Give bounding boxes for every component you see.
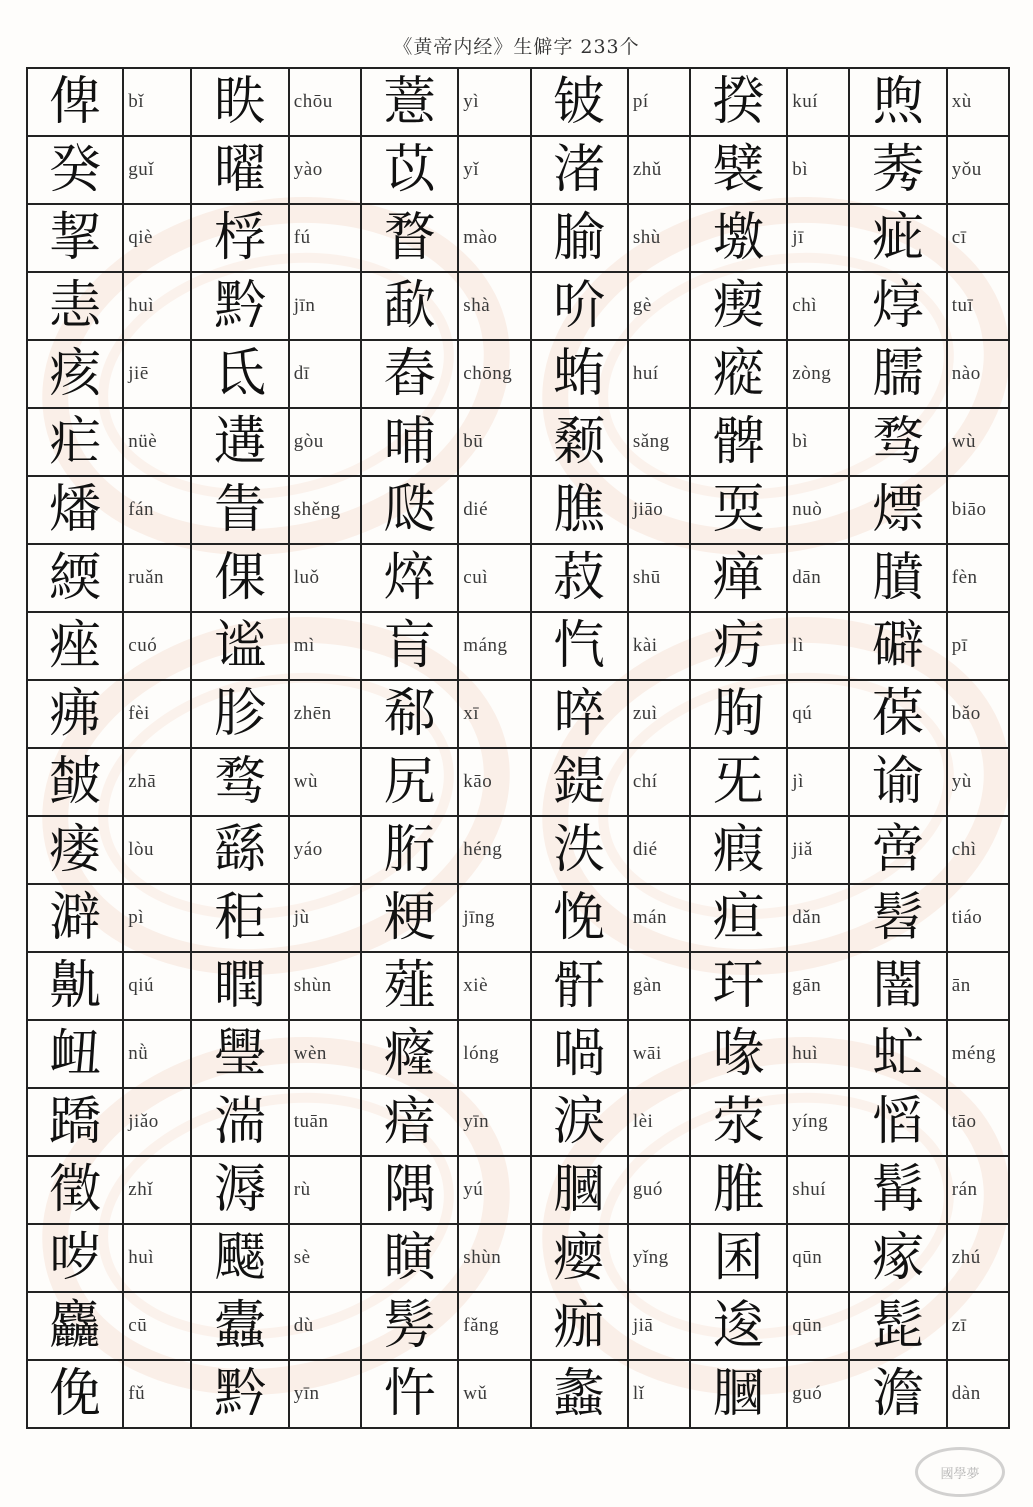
character-cell: 淚 — [531, 1088, 628, 1156]
pinyin-cell: yǐ — [458, 136, 530, 204]
character-table — [26, 67, 1010, 1429]
character-cell: 郗 — [361, 680, 458, 748]
character-cell: 膲 — [531, 476, 628, 544]
character-cell: 舂 — [361, 340, 458, 408]
pinyin-cell: lì — [787, 612, 849, 680]
character-cell: 臑 — [849, 340, 946, 408]
character-cell: 秬 — [191, 884, 288, 952]
pinyin-cell: jiāo — [628, 476, 690, 544]
character-cell: 胻 — [361, 816, 458, 884]
character-cell: 氐 — [191, 340, 288, 408]
pinyin-cell: dù — [289, 1292, 361, 1360]
character-cell: 膕 — [690, 1360, 787, 1428]
character-cell: 荥 — [690, 1088, 787, 1156]
pinyin-cell: chōu — [289, 68, 361, 136]
character-cell: 瘈 — [690, 272, 787, 340]
character-cell: 骛 — [849, 408, 946, 476]
character-cell: 黔 — [191, 1360, 288, 1428]
table-row — [27, 272, 1009, 340]
character-cell: 瘿 — [531, 1224, 628, 1292]
character-cell: 膕 — [531, 1156, 628, 1224]
character-cell: 蠡 — [531, 1360, 628, 1428]
pinyin-cell: fǔ — [123, 1360, 191, 1428]
character-cell: 虻 — [849, 1020, 946, 1088]
pinyin-cell: héng — [458, 816, 530, 884]
character-cell: 苡 — [361, 136, 458, 204]
pinyin-cell: qiú — [123, 952, 191, 1020]
pinyin-cell: mán — [628, 884, 690, 952]
pinyin-cell: gòu — [289, 408, 361, 476]
character-cell: 耎 — [690, 476, 787, 544]
character-cell: 瘲 — [690, 340, 787, 408]
table-row — [27, 340, 1009, 408]
character-cell: 骭 — [531, 952, 628, 1020]
character-cell: 瓞 — [361, 476, 458, 544]
character-cell: 瞚 — [361, 1224, 458, 1292]
table-row — [27, 68, 1009, 136]
pinyin-cell: kuí — [787, 68, 849, 136]
page-title: 《黄帝内经》生僻字 233个 — [393, 36, 640, 58]
pinyin-cell: dān — [787, 544, 849, 612]
pinyin-cell: gān — [787, 952, 849, 1020]
pinyin-cell: bū — [458, 408, 530, 476]
pinyin-cell: chì — [947, 816, 1009, 884]
pinyin-cell: jī — [787, 204, 849, 272]
pinyin-cell: zī — [947, 1292, 1009, 1360]
character-cell: 俛 — [27, 1360, 123, 1428]
pinyin-cell: fǎng — [458, 1292, 530, 1360]
table-row — [27, 204, 1009, 272]
character-cell: 熛 — [849, 476, 946, 544]
character-cell: 疠 — [690, 612, 787, 680]
table-row — [27, 884, 1009, 952]
pinyin-cell: dī — [289, 340, 361, 408]
pinyin-cell: tāo — [947, 1088, 1009, 1156]
character-cell: 疸 — [690, 884, 787, 952]
character-cell: 朐 — [690, 680, 787, 748]
pinyin-cell: yú — [458, 1156, 530, 1224]
pinyin-cell: wù — [947, 408, 1009, 476]
pinyin-cell: shuí — [787, 1156, 849, 1224]
pinyin-cell: chōng — [458, 340, 530, 408]
character-cell: 黔 — [191, 272, 288, 340]
pinyin-cell: nüè — [123, 408, 191, 476]
character-cell: 瘖 — [361, 1088, 458, 1156]
character-cell: 礔 — [849, 612, 946, 680]
pinyin-cell: cī — [947, 204, 1009, 272]
character-cell: 痤 — [27, 612, 123, 680]
character-cell: 桴 — [191, 204, 288, 272]
character-cell: 瘘 — [27, 816, 123, 884]
character-cell: 疟 — [27, 408, 123, 476]
pinyin-cell: jiǎ — [787, 816, 849, 884]
pinyin-cell: tuān — [289, 1088, 361, 1156]
pinyin-cell: kài — [628, 612, 690, 680]
table-row — [27, 680, 1009, 748]
table-row — [27, 952, 1009, 1020]
pinyin-cell: wāi — [628, 1020, 690, 1088]
pinyin-cell: gè — [628, 272, 690, 340]
character-cell: 溽 — [191, 1156, 288, 1224]
pinyin-cell: cuó — [123, 612, 191, 680]
table-row — [27, 748, 1009, 816]
pinyin-cell: zhā — [123, 748, 191, 816]
character-cell: 啻 — [849, 816, 946, 884]
pinyin-cell: cū — [123, 1292, 191, 1360]
pinyin-cell: sǎng — [628, 408, 690, 476]
character-cell: 葆 — [849, 680, 946, 748]
character-cell: 鼽 — [27, 952, 123, 1020]
pinyin-cell: wèn — [289, 1020, 361, 1088]
table-row — [27, 1292, 1009, 1360]
pinyin-cell: yì — [458, 68, 530, 136]
character-cell: 飋 — [191, 1224, 288, 1292]
pinyin-cell: jīng — [458, 884, 530, 952]
pinyin-cell: jiā — [628, 1292, 690, 1360]
table-row — [27, 816, 1009, 884]
character-cell: 膹 — [849, 544, 946, 612]
character-cell: 俾 — [27, 68, 123, 136]
pinyin-cell: zhú — [947, 1224, 1009, 1292]
character-cell: 骛 — [191, 748, 288, 816]
pinyin-cell: jì — [787, 748, 849, 816]
pinyin-cell: fèn — [947, 544, 1009, 612]
table-row — [27, 136, 1009, 204]
character-cell: 蛕 — [531, 340, 628, 408]
pinyin-cell: yīn — [289, 1360, 361, 1428]
pinyin-cell: jiē — [123, 340, 191, 408]
pinyin-cell: xī — [458, 680, 530, 748]
pinyin-cell: shùn — [289, 952, 361, 1020]
pinyin-cell: huì — [123, 1224, 191, 1292]
character-cell: 谕 — [849, 748, 946, 816]
character-cell: 薏 — [361, 68, 458, 136]
pinyin-cell: mào — [458, 204, 530, 272]
pinyin-cell: qiè — [123, 204, 191, 272]
pinyin-cell: huì — [123, 272, 191, 340]
pinyin-cell: yíng — [787, 1088, 849, 1156]
character-cell: 脽 — [690, 1156, 787, 1224]
pinyin-cell: bì — [787, 136, 849, 204]
character-cell: 忾 — [531, 612, 628, 680]
character-cell: 菽 — [531, 544, 628, 612]
character-cell: 铍 — [531, 68, 628, 136]
pinyin-cell: fú — [289, 204, 361, 272]
character-cell: 蠹 — [191, 1292, 288, 1360]
character-cell: 泆 — [531, 816, 628, 884]
pinyin-cell: zhǔ — [628, 136, 690, 204]
character-cell: 鍉 — [531, 748, 628, 816]
pinyin-cell: chí — [628, 748, 690, 816]
pinyin-cell: shěng — [289, 476, 361, 544]
character-cell: 蹻 — [27, 1088, 123, 1156]
character-cell: 澼 — [27, 884, 123, 952]
character-cell: 哕 — [27, 1224, 123, 1292]
character-cell: 胗 — [191, 680, 288, 748]
character-cell: 肓 — [361, 612, 458, 680]
pinyin-cell: shà — [458, 272, 530, 340]
character-cell: 挈 — [27, 204, 123, 272]
pinyin-cell: pì — [123, 884, 191, 952]
pinyin-cell: xiè — [458, 952, 530, 1020]
pinyin-cell: yù — [947, 748, 1009, 816]
character-cell: 麤 — [27, 1292, 123, 1360]
pinyin-cell: qūn — [787, 1292, 849, 1360]
pinyin-cell: jù — [289, 884, 361, 952]
pinyin-cell: huì — [787, 1020, 849, 1088]
character-cell: 瞀 — [361, 204, 458, 272]
pinyin-cell: máng — [458, 612, 530, 680]
pinyin-cell: jiǎo — [123, 1088, 191, 1156]
pinyin-cell: lóng — [458, 1020, 530, 1088]
pinyin-cell: chì — [787, 272, 849, 340]
pinyin-cell: yáo — [289, 816, 361, 884]
pinyin-cell: guó — [628, 1156, 690, 1224]
character-cell: 疿 — [27, 680, 123, 748]
character-cell: 髀 — [690, 408, 787, 476]
character-cell: 晡 — [361, 408, 458, 476]
pinyin-cell: tuī — [947, 272, 1009, 340]
pinyin-cell: rán — [947, 1156, 1009, 1224]
pinyin-cell: luǒ — [289, 544, 361, 612]
pinyin-cell: lèi — [628, 1088, 690, 1156]
pinyin-cell: nǜ — [123, 1020, 191, 1088]
pinyin-cell: bì — [787, 408, 849, 476]
character-cell: 瘃 — [849, 1224, 946, 1292]
character-cell: 髫 — [849, 884, 946, 952]
character-cell: 渚 — [531, 136, 628, 204]
pinyin-cell: yǒu — [947, 136, 1009, 204]
table-row — [27, 612, 1009, 680]
character-cell: 徵 — [27, 1156, 123, 1224]
pinyin-cell: zhǐ — [123, 1156, 191, 1224]
pinyin-cell: shù — [628, 204, 690, 272]
table-row — [27, 1088, 1009, 1156]
table-row — [27, 476, 1009, 544]
character-cell: 腧 — [531, 204, 628, 272]
character-cell: 曜 — [191, 136, 288, 204]
pinyin-cell: ān — [947, 952, 1009, 1020]
character-cell: 髯 — [849, 1156, 946, 1224]
table-row — [27, 408, 1009, 476]
pinyin-cell: xù — [947, 68, 1009, 136]
character-cell: 焞 — [849, 272, 946, 340]
character-cell: 燔 — [27, 476, 123, 544]
pinyin-cell: nuò — [787, 476, 849, 544]
character-cell: 瘕 — [690, 816, 787, 884]
pinyin-cell: yào — [289, 136, 361, 204]
character-cell: 喙 — [690, 1020, 787, 1088]
character-cell: 墽 — [690, 204, 787, 272]
pinyin-cell: cuì — [458, 544, 530, 612]
pinyin-cell: bǎo — [947, 680, 1009, 748]
character-cell: 忤 — [361, 1360, 458, 1428]
character-cell: 衄 — [27, 1020, 123, 1088]
pinyin-cell: jīn — [289, 272, 361, 340]
pinyin-cell: dàn — [947, 1360, 1009, 1428]
character-cell: 皶 — [27, 748, 123, 816]
pinyin-cell: fán — [123, 476, 191, 544]
character-cell: 疵 — [849, 204, 946, 272]
character-cell: 隅 — [361, 1156, 458, 1224]
pinyin-cell: zòng — [787, 340, 849, 408]
character-cell: 繇 — [191, 816, 288, 884]
pinyin-cell: yǐng — [628, 1224, 690, 1292]
character-cell: 逡 — [690, 1292, 787, 1360]
character-cell: 緛 — [27, 544, 123, 612]
character-cell: 歃 — [361, 272, 458, 340]
character-cell: 闇 — [849, 952, 946, 1020]
pinyin-cell: nào — [947, 340, 1009, 408]
pinyin-cell: zhēn — [289, 680, 361, 748]
pinyin-cell: dǎn — [787, 884, 849, 952]
pinyin-cell: bǐ — [123, 68, 191, 136]
pinyin-cell: rù — [289, 1156, 361, 1224]
character-cell: 悗 — [531, 884, 628, 952]
character-cell: 恚 — [27, 272, 123, 340]
character-cell: 澹 — [849, 1360, 946, 1428]
character-cell: 喎 — [531, 1020, 628, 1088]
table-row — [27, 544, 1009, 612]
character-cell: 薤 — [361, 952, 458, 1020]
character-cell: 囷 — [690, 1224, 787, 1292]
pinyin-cell: kāo — [458, 748, 530, 816]
pinyin-cell: fèi — [123, 680, 191, 748]
pinyin-cell: pí — [628, 68, 690, 136]
pinyin-cell: zuì — [628, 680, 690, 748]
pinyin-cell: lòu — [123, 816, 191, 884]
character-cell: 癃 — [361, 1020, 458, 1088]
character-cell: 吤 — [531, 272, 628, 340]
pinyin-cell: guǐ — [123, 136, 191, 204]
character-cell: 揆 — [690, 68, 787, 136]
pinyin-cell: guó — [787, 1360, 849, 1428]
table-row — [27, 1360, 1009, 1428]
character-cell: 煦 — [849, 68, 946, 136]
character-cell: 遘 — [191, 408, 288, 476]
character-cell: 髭 — [849, 1292, 946, 1360]
pinyin-cell: sè — [289, 1224, 361, 1292]
character-cell: 痂 — [531, 1292, 628, 1360]
character-cell: 尻 — [361, 748, 458, 816]
pinyin-cell: dié — [628, 816, 690, 884]
character-cell: 颡 — [531, 408, 628, 476]
pinyin-cell: pī — [947, 612, 1009, 680]
character-cell: 湍 — [191, 1088, 288, 1156]
character-cell: 慆 — [849, 1088, 946, 1156]
character-cell: 谧 — [191, 612, 288, 680]
character-cell: 焠 — [361, 544, 458, 612]
pinyin-cell: gàn — [628, 952, 690, 1020]
character-cell: 璺 — [191, 1020, 288, 1088]
character-cell: 眣 — [191, 68, 288, 136]
pinyin-cell: lǐ — [628, 1360, 690, 1428]
pinyin-cell: shū — [628, 544, 690, 612]
character-cell: 倮 — [191, 544, 288, 612]
pinyin-cell: tiáo — [947, 884, 1009, 952]
character-cell: 瘅 — [690, 544, 787, 612]
pinyin-cell: huí — [628, 340, 690, 408]
character-cell: 癸 — [27, 136, 123, 204]
pinyin-cell: mì — [289, 612, 361, 680]
character-cell: 眚 — [191, 476, 288, 544]
table-row — [27, 1224, 1009, 1292]
table-row — [27, 1020, 1009, 1088]
pinyin-cell: yīn — [458, 1088, 530, 1156]
character-cell: 痎 — [27, 340, 123, 408]
character-cell: 粳 — [361, 884, 458, 952]
pinyin-cell: biāo — [947, 476, 1009, 544]
table-row — [27, 1156, 1009, 1224]
pinyin-cell: ruǎn — [123, 544, 191, 612]
character-cell: 髣 — [361, 1292, 458, 1360]
character-cell: 襞 — [690, 136, 787, 204]
pinyin-cell: méng — [947, 1020, 1009, 1088]
pinyin-cell: qūn — [787, 1224, 849, 1292]
pinyin-cell: shùn — [458, 1224, 530, 1292]
pinyin-cell: wù — [289, 748, 361, 816]
character-cell: 旡 — [690, 748, 787, 816]
pinyin-cell: wǔ — [458, 1360, 530, 1428]
pinyin-cell: dié — [458, 476, 530, 544]
character-cell: 晬 — [531, 680, 628, 748]
character-cell: 莠 — [849, 136, 946, 204]
character-cell: 玕 — [690, 952, 787, 1020]
pinyin-cell: qú — [787, 680, 849, 748]
character-cell: 瞤 — [191, 952, 288, 1020]
corner-logo-icon: 國學夢 — [915, 1447, 1005, 1497]
